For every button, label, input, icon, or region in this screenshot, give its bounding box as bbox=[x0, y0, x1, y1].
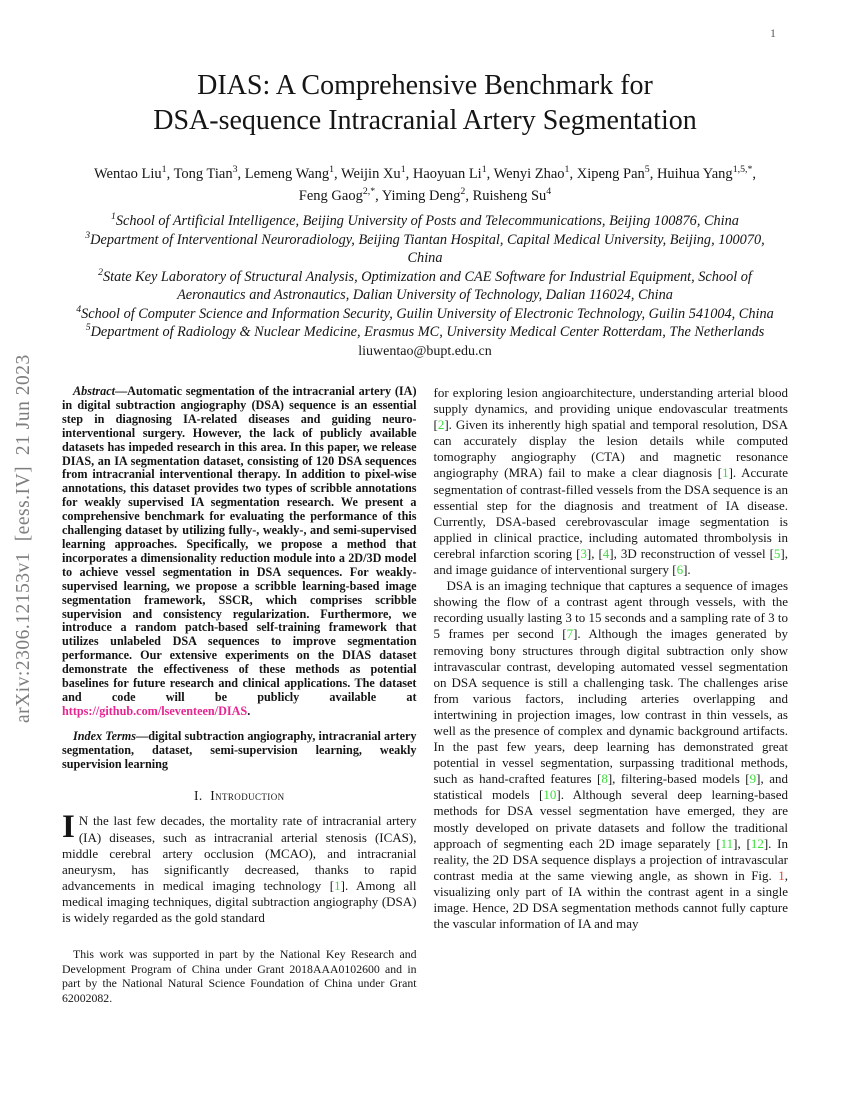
page-number: 1 bbox=[770, 26, 776, 40]
citation-link[interactable]: 2 bbox=[437, 417, 445, 433]
text-run: Department of Radiology & Nuclear Medicine, Erasmus MC, University Medical Center Rotterdam, The Netherlands bbox=[90, 324, 765, 340]
superscript-marker: 1,5,* bbox=[732, 164, 753, 176]
text-run: ]. Although the images generated by removing bony structures through digital subtraction only show intravascular contrast, developing automated vessel segmentation on DSA sequence is still a challenging task. The challenges arise from various factors, including arteries overlapping and intertwining in projection images, low contrast in thin vessels, as well as the presence of complex and dynamic background artifacts. In the past few years, deep learning has demonstrated great potential in vessel segmentation, surpassing traditional methods, such as hand-crafted features [ bbox=[433, 626, 788, 787]
text-run: , Wenyi Zhao bbox=[486, 166, 565, 182]
affiliation-3 bbox=[70, 231, 780, 268]
citation-link[interactable]: 6 bbox=[676, 562, 684, 578]
text-run: DSA is an imaging technique that captures a sequence of images showing the flow of a contrast agent through vessels, with the recording usually lasting 3 to 15 seconds and a sampling rate of 3 to 5 frames per second [ bbox=[433, 578, 788, 642]
text-run: —Automatic segmentation of the intracranial artery (IA) in digital subtraction angiography (DSA) sequence is an essential step in diagnosing IA-related diseases and guiding neuro-interventional surgery. However, the lack of publicly available datasets has impeded research in this area. In this paper, we release DIAS, an IA segmentation dataset, consisting of 120 DSA sequences from intracranial interventional therapy. In addition to pixel-wise annotations, this dataset provides two types of scribble annotations for weakly supervised IA segmentation research. We present a comprehensive benchmark for evaluating the performance of this challenging dataset by utilizing fully-, weakly-, and semi-supervised learning approaches. Specifically, we propose a method that incorporates a dimensionality reduction module into a 2D/3D model to achieve vessel segmentation in DSA sequences. For weakly-supervised learning, we propose a scribble learning-based image segmentation framework, SSCR, which comprises scribble supervision and consistency regularization. Furthermore, we introduce a random patch-based self-training framework that utilizes unlabeled DSA sequences to improve segmentation performance. Our extensive experiments on the DIAS dataset demonstrate the effectiveness of these methods as potential baselines for future research and clinical applications. The dataset and code will be publicly available at bbox=[62, 384, 417, 704]
drop-cap: I bbox=[62, 809, 75, 846]
superscript-marker: 2 bbox=[98, 266, 103, 278]
text-run: , Yiming Deng bbox=[375, 187, 461, 204]
citation-link[interactable]: 10 bbox=[543, 787, 557, 803]
intro-paragraph-1-continued bbox=[434, 385, 789, 578]
text-run: , Ruisheng Su bbox=[465, 187, 547, 204]
text-run: , Lemeng Wang bbox=[237, 166, 330, 182]
right-column bbox=[434, 385, 789, 1005]
intro-paragraph-1 bbox=[62, 809, 417, 926]
affiliation-5 bbox=[70, 323, 780, 342]
citation-link[interactable]: 1 bbox=[722, 465, 729, 481]
text-run: Wentao Liu bbox=[93, 166, 162, 182]
text-run: N the last few decades, the mortality rate of intracranial artery (IA) diseases, such as intracranial arterial stenosis (ICAS), middle cerebral artery occlusion (MCAO), and intracranial aneurysm, has significantly decreased, thanks to rapid advancements in medical imaging technology [ bbox=[62, 813, 417, 893]
paper-title-line1: DIAS: A Comprehensive Benchmark for bbox=[197, 70, 653, 101]
text-run: ], and statistical models [ bbox=[433, 771, 788, 803]
text-run: , Huihua Yang bbox=[649, 166, 733, 182]
paper-title-line2: DSA-sequence Intracranial Artery Segmentation bbox=[153, 105, 697, 136]
text-run: , Haoyuan Li bbox=[405, 166, 482, 182]
affiliation-2 bbox=[70, 268, 780, 305]
two-column-body bbox=[0, 385, 850, 1005]
affiliation-4 bbox=[70, 305, 780, 324]
text-run: ], and image guidance of interventional surgery [ bbox=[433, 545, 789, 578]
paragraph-lead-label: Index Terms bbox=[73, 728, 136, 743]
superscript-marker: 2,* bbox=[362, 185, 376, 197]
superscript-marker: 1 bbox=[564, 164, 570, 176]
text-run: ], 3D reconstruction of vessel [ bbox=[609, 545, 774, 561]
affiliations-block bbox=[0, 212, 850, 361]
citation-link[interactable]: 9 bbox=[749, 771, 757, 787]
superscript-marker: 1 bbox=[111, 211, 116, 223]
section-heading-introduction: I. Introduction bbox=[193, 788, 285, 804]
index-terms-paragraph bbox=[62, 730, 417, 772]
superscript-marker: 3 bbox=[232, 164, 238, 176]
text-run: ], [ bbox=[733, 835, 751, 851]
text-run: , Xipeng Pan bbox=[569, 166, 645, 182]
contact-email[interactable]: liuwentao@bupt.edu.cn bbox=[358, 343, 492, 359]
text-run: School of Computer Science and Information Security, Guilin University of Electronic Technology, Guilin 541004, China bbox=[81, 305, 774, 322]
author-list bbox=[0, 164, 850, 207]
superscript-marker: 1 bbox=[329, 164, 335, 176]
left-column bbox=[62, 385, 417, 1005]
citation-link[interactable]: 4 bbox=[602, 545, 610, 561]
citation-link[interactable]: 7 bbox=[566, 626, 574, 642]
repository-url-link[interactable]: https://github.com/lseventeen/DIAS bbox=[62, 703, 248, 718]
text-run: , Feng Gaog bbox=[298, 166, 756, 204]
figure-reference-link[interactable]: 1 bbox=[778, 867, 785, 883]
abstract-paragraph bbox=[62, 385, 417, 719]
citation-link[interactable]: 8 bbox=[601, 771, 608, 787]
text-run: —digital subtraction angiography, intracranial artery segmentation, dataset, semi-supervision learning, weakly supervision learning bbox=[62, 728, 417, 771]
citation-link[interactable]: 3 bbox=[580, 545, 587, 561]
text-run: Department of Interventional Neuroradiology, Beijing Tiantan Hospital, Capital Medical University, Beijing, 100070, China bbox=[90, 231, 765, 266]
text-run: ]. bbox=[683, 562, 691, 578]
superscript-marker: 1 bbox=[161, 164, 167, 176]
superscript-marker: 2 bbox=[460, 185, 466, 197]
text-run: ]. Given its inherently high spatial and temporal resolution, DSA can accurately display the lesion details while computed tomography angiography (CTA) and magnetic resonance angiography (MRA) fail to make a clear diagnosis [ bbox=[433, 417, 788, 481]
text-run: State Key Laboratory of Structural Analysis, Optimization and CAE Software for Industrial Equipment, School of Aeronautics and Astronautics, Dalian University of Technology, Dalian 116024, China bbox=[102, 268, 752, 303]
text-run: ]. In reality, the 2D DSA sequence displays a projection of intravascular contrast media at the same viewing angle, as shown in Fig. bbox=[433, 835, 788, 883]
text-run: , visualizing only part of IA within the contrast agent in a single image. Hence, 2D DSA segmentation methods cannot fully capture the vascular information of IA and may bbox=[433, 867, 788, 932]
affiliation-1 bbox=[70, 212, 780, 231]
superscript-marker: 5 bbox=[644, 164, 650, 176]
superscript-marker: 4 bbox=[546, 185, 552, 197]
citation-link[interactable]: 12 bbox=[750, 835, 764, 851]
text-run: ]. Accurate segmentation of contrast-filled vessels from the DSA sequence is an essential step for the diagnosis and treatment of IA disease. Currently, DSA-based cerebrovascular image segmentation is applied in clinical practice, including automated thrombolysis in cerebral infarction scoring [ bbox=[433, 465, 788, 561]
superscript-marker: 1 bbox=[400, 164, 406, 176]
citation-link[interactable]: 1 bbox=[334, 877, 341, 893]
paper-title bbox=[0, 0, 850, 138]
intro-paragraph-2 bbox=[434, 578, 789, 932]
funding-footnote: This work was supported in part by the National Key Research and Development Program of China under Grant 2018AAA0102600 and in part by the National Natural Science Foundation of China under Grant 62002082. bbox=[62, 947, 417, 1005]
text-run: for exploring lesion angioarchitecture, understanding arterial blood supply dynamics, and providing unique endovascular treatments [ bbox=[433, 385, 788, 433]
text-run: ]. Among all medical imaging techniques, digital subtraction angiography (DSA) is widely regarded as the gold standard bbox=[62, 877, 417, 926]
text-run: ], filtering-based models [ bbox=[607, 771, 750, 787]
text-run: . bbox=[247, 703, 251, 718]
text-run: ], [ bbox=[586, 545, 603, 561]
text-run: ]. Although several deep learning-based methods for DSA vessel segmentation have emerged, they are mostly developed on private datasets and follow the traditional approach of segmenting each 2D image separately [ bbox=[433, 787, 788, 851]
text-run: School of Artificial Intelligence, Beijing University of Posts and Telecommunications, Beijing 100876, China bbox=[115, 213, 739, 229]
superscript-marker: 3 bbox=[85, 229, 91, 241]
arxiv-watermark: arXiv:2306.12153v1 [eess.IV] 21 Jun 2023 bbox=[13, 354, 34, 724]
citation-link[interactable]: 5 bbox=[773, 545, 781, 561]
text-run: , Tong Tian bbox=[166, 166, 233, 182]
superscript-marker: 1 bbox=[481, 164, 487, 176]
citation-link[interactable]: 11 bbox=[720, 835, 734, 851]
paragraph-lead-label: Abstract bbox=[73, 384, 115, 398]
text-run: , Weijin Xu bbox=[334, 166, 401, 182]
superscript-marker: 5 bbox=[85, 322, 91, 334]
superscript-marker: 4 bbox=[76, 303, 82, 315]
